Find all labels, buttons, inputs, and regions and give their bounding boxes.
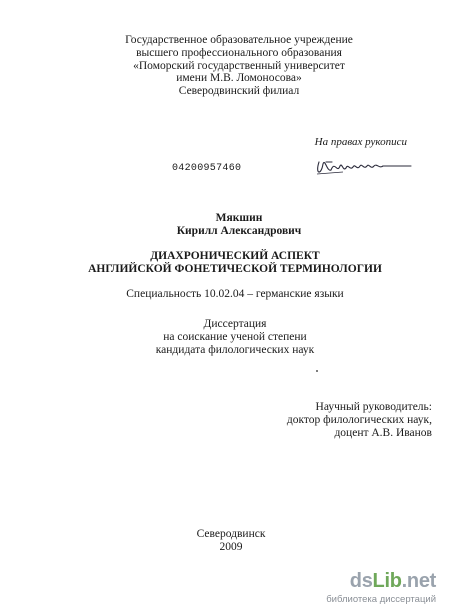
catalog-code: 04200957460 <box>172 163 242 174</box>
degree-line: Диссертация <box>203 318 267 330</box>
institution-header <box>14 34 450 98</box>
rights-note: На правах рукописи <box>314 136 407 148</box>
institution-line: имени М.В. Ломоносова» <box>176 72 302 85</box>
year: 2009 <box>219 540 243 553</box>
stray-dot <box>316 370 318 372</box>
logo-part-ds: ds <box>349 570 373 592</box>
logo-part-lib: Lib <box>372 570 402 592</box>
logo-part-net: .net <box>401 570 436 592</box>
signature-icon <box>313 154 415 180</box>
degree-line: кандидата филологических наук <box>155 343 315 356</box>
advisor-line: Научный руководитель: <box>315 401 432 413</box>
dslib-watermark[interactable] <box>311 570 436 608</box>
title-line: АНГЛИЙСКОЙ ФОНЕТИЧЕСКОЙ ТЕРМИНОЛОГИИ <box>88 262 382 275</box>
institution-line: «Поморский государственный университет <box>133 59 345 72</box>
institution-line: высшего профессионального образования <box>136 46 342 59</box>
place-and-year <box>6 528 450 554</box>
degree-line: на соискание ученой степени <box>163 330 307 343</box>
dissertation-title <box>10 250 450 276</box>
author-name: Кирилл Александрович <box>176 224 302 237</box>
author-surname: Мякшин <box>215 212 263 224</box>
title-line: ДИАХРОНИЧЕСКИЙ АСПЕКТ <box>150 250 320 262</box>
watermark-subtitle: библиотека диссертаций <box>326 594 436 605</box>
institution-line: Государственное образовательное учреждение <box>125 34 353 46</box>
dslib-logo[interactable] <box>350 570 436 592</box>
advisor-block <box>262 401 432 439</box>
city: Северодвинск <box>196 528 266 540</box>
advisor-line: доктор филологических наук, <box>286 413 432 426</box>
author-block <box>14 212 450 238</box>
specialty <box>10 288 450 301</box>
specialty-text: Специальность 10.02.04 – германские языки <box>126 288 344 300</box>
degree-block <box>10 318 450 356</box>
institution-line: Северодвинский филиал <box>178 85 300 98</box>
advisor-line: доцент А.В. Иванов <box>334 426 432 439</box>
